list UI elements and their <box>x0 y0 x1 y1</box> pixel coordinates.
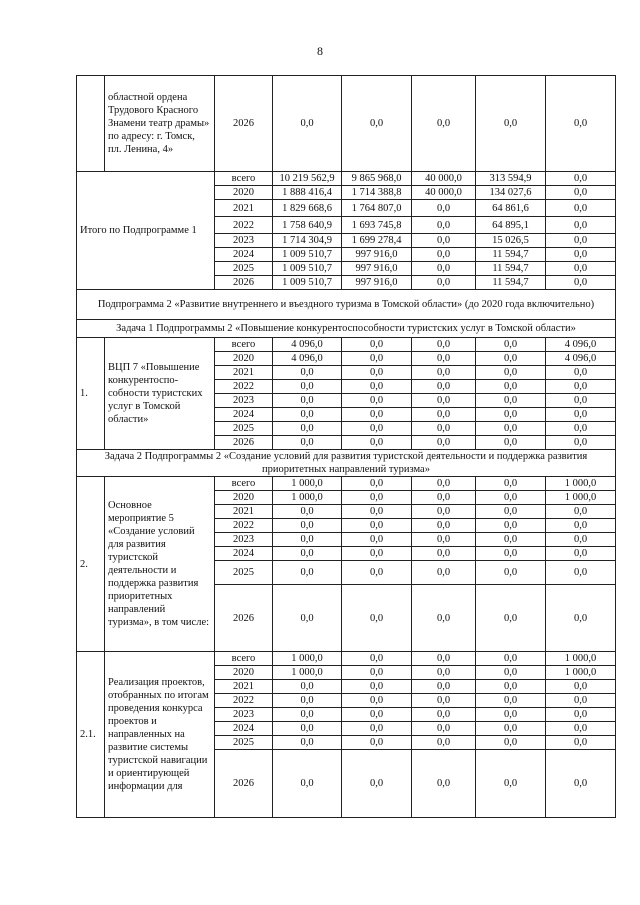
value-cell: 0,0 <box>476 547 546 561</box>
value-cell: 0,0 <box>546 680 616 694</box>
year-cell: 2024 <box>215 722 273 736</box>
value-cell: 0,0 <box>273 708 342 722</box>
value-cell: 0,0 <box>273 366 342 380</box>
value-cell: 0,0 <box>546 76 616 172</box>
value-cell: 0,0 <box>546 736 616 750</box>
value-cell: 0,0 <box>476 750 546 818</box>
task2-header-row <box>77 450 616 477</box>
year-cell: 2024 <box>215 547 273 561</box>
vcp7-label: ВЦП 7 «Повышение конкурентоспо-собности туристских услуг в Томской области» <box>105 338 215 450</box>
value-cell: 1 829 668,6 <box>273 200 342 217</box>
value-cell: 9 865 968,0 <box>342 172 412 186</box>
year-cell: 2020 <box>215 666 273 680</box>
value-cell: 0,0 <box>412 338 476 352</box>
value-cell: 11 594,7 <box>476 248 546 262</box>
value-cell: 0,0 <box>546 519 616 533</box>
value-cell: 0,0 <box>342 352 412 366</box>
value-cell: 0,0 <box>546 694 616 708</box>
value-cell: 0,0 <box>342 505 412 519</box>
table-row <box>77 477 616 491</box>
value-cell: 0,0 <box>273 408 342 422</box>
itogo-label: Итого по Подпрограмме 1 <box>77 172 215 290</box>
value-cell: 1 009 510,7 <box>273 248 342 262</box>
year-cell: 2021 <box>215 680 273 694</box>
value-cell: 997 916,0 <box>342 248 412 262</box>
index-cell <box>77 76 105 172</box>
value-cell: 0,0 <box>412 248 476 262</box>
value-cell: 4 096,0 <box>546 352 616 366</box>
value-cell: 0,0 <box>273 547 342 561</box>
table-row <box>77 338 616 352</box>
row-index: 2. <box>77 477 105 652</box>
value-cell: 0,0 <box>412 750 476 818</box>
task2-header: Задача 2 Подпрограммы 2 «Создание условий для развития туристской деятельности и поддержка развития приоритетных направлений туризма» <box>77 450 616 477</box>
value-cell: 0,0 <box>412 422 476 436</box>
value-cell: 1 693 745,8 <box>342 217 412 234</box>
value-cell: 0,0 <box>273 505 342 519</box>
year-cell: 2022 <box>215 694 273 708</box>
value-cell: 0,0 <box>412 76 476 172</box>
value-cell: 11 594,7 <box>476 276 546 290</box>
value-cell: 1 764 807,0 <box>342 200 412 217</box>
value-cell: 0,0 <box>476 352 546 366</box>
value-cell: 1 000,0 <box>546 477 616 491</box>
value-cell: 0,0 <box>412 708 476 722</box>
value-cell: 1 000,0 <box>273 652 342 666</box>
value-cell: 997 916,0 <box>342 262 412 276</box>
value-cell: 0,0 <box>342 477 412 491</box>
value-cell: 0,0 <box>546 505 616 519</box>
value-cell: 0,0 <box>476 394 546 408</box>
value-cell: 0,0 <box>546 186 616 200</box>
year-cell: 2022 <box>215 519 273 533</box>
year-cell: 2026 <box>215 76 273 172</box>
value-cell: 0,0 <box>273 561 342 585</box>
value-cell: 0,0 <box>476 561 546 585</box>
year-cell: 2021 <box>215 366 273 380</box>
value-cell: 0,0 <box>476 585 546 652</box>
value-cell: 0,0 <box>342 666 412 680</box>
value-cell: 1 000,0 <box>273 477 342 491</box>
value-cell: 0,0 <box>342 436 412 450</box>
year-cell: 2025 <box>215 736 273 750</box>
value-cell: 0,0 <box>273 722 342 736</box>
value-cell: 0,0 <box>412 505 476 519</box>
year-cell: всего <box>215 338 273 352</box>
value-cell: 0,0 <box>546 200 616 217</box>
value-cell: 1 699 278,4 <box>342 234 412 248</box>
year-cell: 2025 <box>215 561 273 585</box>
value-cell: 134 027,6 <box>476 186 546 200</box>
value-cell: 1 000,0 <box>546 491 616 505</box>
year-cell: 2026 <box>215 585 273 652</box>
year-cell: 2024 <box>215 248 273 262</box>
value-cell: 0,0 <box>342 736 412 750</box>
value-cell: 313 594,9 <box>476 172 546 186</box>
value-cell: 0,0 <box>412 666 476 680</box>
value-cell: 1 000,0 <box>546 652 616 666</box>
year-cell: 2021 <box>215 200 273 217</box>
value-cell: 0,0 <box>412 394 476 408</box>
value-cell: 0,0 <box>476 736 546 750</box>
value-cell: 0,0 <box>342 680 412 694</box>
value-cell: 0,0 <box>546 248 616 262</box>
value-cell: 0,0 <box>546 422 616 436</box>
year-cell: 2023 <box>215 234 273 248</box>
value-cell: 0,0 <box>476 422 546 436</box>
value-cell: 0,0 <box>342 750 412 818</box>
value-cell: 1 009 510,7 <box>273 262 342 276</box>
value-cell: 0,0 <box>412 547 476 561</box>
year-cell: всего <box>215 172 273 186</box>
value-cell: 0,0 <box>273 422 342 436</box>
value-cell: 0,0 <box>273 436 342 450</box>
value-cell: 0,0 <box>412 680 476 694</box>
row-index: 2.1. <box>77 652 105 818</box>
value-cell: 4 096,0 <box>273 338 342 352</box>
value-cell: 0,0 <box>546 750 616 818</box>
value-cell: 0,0 <box>546 708 616 722</box>
year-cell: всего <box>215 477 273 491</box>
om5-label: Основное мероприятие 5 «Создание условий для развития туристской деятельности и поддержка развития приоритетных направлений туризма», в том числе: <box>105 477 215 652</box>
value-cell: 1 009 510,7 <box>273 276 342 290</box>
task1-header: Задача 1 Подпрограммы 2 «Повышение конкурентоспособности туристских услуг в Томской области» <box>77 320 616 338</box>
value-cell: 0,0 <box>273 750 342 818</box>
value-cell: 0,0 <box>546 366 616 380</box>
year-cell: 2026 <box>215 276 273 290</box>
value-cell: 0,0 <box>273 694 342 708</box>
top-block-label: областной ордена Трудового Красного Знамени театр драмы» по адресу: г. Томск, пл. Ленина, 4» <box>105 76 215 172</box>
value-cell: 4 096,0 <box>273 352 342 366</box>
value-cell: 0,0 <box>546 394 616 408</box>
value-cell: 0,0 <box>476 722 546 736</box>
value-cell: 0,0 <box>412 262 476 276</box>
value-cell: 0,0 <box>476 652 546 666</box>
value-cell: 0,0 <box>546 436 616 450</box>
value-cell: 0,0 <box>476 436 546 450</box>
value-cell: 0,0 <box>412 533 476 547</box>
value-cell: 1 714 304,9 <box>273 234 342 248</box>
value-cell: 0,0 <box>342 519 412 533</box>
value-cell: 0,0 <box>342 561 412 585</box>
value-cell: 0,0 <box>273 680 342 694</box>
year-cell: 2023 <box>215 708 273 722</box>
value-cell: 0,0 <box>546 533 616 547</box>
subprogram2-header: Подпрограмма 2 «Развитие внутреннего и въездного туризма в Томской области» (до 2020 года включительно) <box>77 290 616 320</box>
value-cell: 0,0 <box>476 533 546 547</box>
row-index: 1. <box>77 338 105 450</box>
value-cell: 0,0 <box>412 366 476 380</box>
table-row <box>77 652 616 666</box>
value-cell: 0,0 <box>412 561 476 585</box>
value-cell: 0,0 <box>342 585 412 652</box>
value-cell: 1 714 388,8 <box>342 186 412 200</box>
year-cell: 2025 <box>215 422 273 436</box>
value-cell: 1 888 416,4 <box>273 186 342 200</box>
value-cell: 10 219 562,9 <box>273 172 342 186</box>
year-cell: 2021 <box>215 505 273 519</box>
value-cell: 0,0 <box>546 722 616 736</box>
year-cell: 2020 <box>215 186 273 200</box>
subprogram2-header-row <box>77 290 616 320</box>
value-cell: 4 096,0 <box>546 338 616 352</box>
value-cell: 0,0 <box>342 547 412 561</box>
value-cell: 0,0 <box>546 172 616 186</box>
value-cell: 1 000,0 <box>273 491 342 505</box>
value-cell: 0,0 <box>476 338 546 352</box>
value-cell: 0,0 <box>342 533 412 547</box>
value-cell: 0,0 <box>412 200 476 217</box>
year-cell: 2022 <box>215 380 273 394</box>
value-cell: 40 000,0 <box>412 186 476 200</box>
value-cell: 0,0 <box>342 76 412 172</box>
value-cell: 0,0 <box>412 652 476 666</box>
year-cell: 2020 <box>215 491 273 505</box>
value-cell: 1 758 640,9 <box>273 217 342 234</box>
table-row <box>77 172 616 186</box>
year-cell: 2022 <box>215 217 273 234</box>
value-cell: 0,0 <box>546 585 616 652</box>
value-cell: 0,0 <box>476 408 546 422</box>
value-cell: 0,0 <box>476 380 546 394</box>
value-cell: 0,0 <box>273 519 342 533</box>
value-cell: 0,0 <box>273 585 342 652</box>
page-number: 8 <box>317 44 323 58</box>
value-cell: 0,0 <box>412 491 476 505</box>
value-cell: 0,0 <box>476 505 546 519</box>
task1-header-row <box>77 320 616 338</box>
value-cell: 0,0 <box>476 76 546 172</box>
value-cell: 0,0 <box>476 477 546 491</box>
value-cell: 0,0 <box>273 76 342 172</box>
value-cell: 0,0 <box>546 408 616 422</box>
value-cell: 0,0 <box>412 694 476 708</box>
value-cell: 0,0 <box>412 217 476 234</box>
value-cell: 40 000,0 <box>412 172 476 186</box>
year-cell: 2023 <box>215 394 273 408</box>
year-cell: 2025 <box>215 262 273 276</box>
year-cell: 2026 <box>215 436 273 450</box>
value-cell: 0,0 <box>273 736 342 750</box>
value-cell: 0,0 <box>342 722 412 736</box>
value-cell: 0,0 <box>476 666 546 680</box>
value-cell: 64 895,1 <box>476 217 546 234</box>
value-cell: 0,0 <box>412 276 476 290</box>
value-cell: 0,0 <box>476 680 546 694</box>
value-cell: 0,0 <box>476 708 546 722</box>
value-cell: 0,0 <box>342 652 412 666</box>
value-cell: 1 000,0 <box>546 666 616 680</box>
value-cell: 0,0 <box>273 533 342 547</box>
top-block-row <box>77 76 616 172</box>
value-cell: 0,0 <box>412 234 476 248</box>
value-cell: 0,0 <box>476 519 546 533</box>
value-cell: 0,0 <box>412 352 476 366</box>
value-cell: 0,0 <box>546 380 616 394</box>
value-cell: 0,0 <box>273 380 342 394</box>
value-cell: 0,0 <box>342 394 412 408</box>
value-cell: 64 861,6 <box>476 200 546 217</box>
year-cell: всего <box>215 652 273 666</box>
value-cell: 0,0 <box>342 380 412 394</box>
value-cell: 0,0 <box>546 276 616 290</box>
value-cell: 0,0 <box>342 708 412 722</box>
year-cell: 2023 <box>215 533 273 547</box>
value-cell: 0,0 <box>342 408 412 422</box>
value-cell: 0,0 <box>412 380 476 394</box>
value-cell: 0,0 <box>342 694 412 708</box>
value-cell: 1 000,0 <box>273 666 342 680</box>
value-cell: 0,0 <box>273 394 342 408</box>
item21-label: Реализация проектов, отобранных по итогам проведения конкурса проектов и направленных на развитие системы туристской навигации и ориентирующей информации для <box>105 652 215 818</box>
value-cell: 0,0 <box>412 722 476 736</box>
value-cell: 0,0 <box>476 491 546 505</box>
value-cell: 0,0 <box>412 408 476 422</box>
value-cell: 0,0 <box>412 585 476 652</box>
value-cell: 997 916,0 <box>342 276 412 290</box>
value-cell: 0,0 <box>342 366 412 380</box>
value-cell: 0,0 <box>342 338 412 352</box>
value-cell: 0,0 <box>546 561 616 585</box>
year-cell: 2020 <box>215 352 273 366</box>
value-cell: 0,0 <box>412 736 476 750</box>
year-cell: 2026 <box>215 750 273 818</box>
value-cell: 11 594,7 <box>476 262 546 276</box>
value-cell: 0,0 <box>546 262 616 276</box>
value-cell: 0,0 <box>342 491 412 505</box>
value-cell: 0,0 <box>546 217 616 234</box>
value-cell: 0,0 <box>412 436 476 450</box>
value-cell: 0,0 <box>476 366 546 380</box>
value-cell: 15 026,5 <box>476 234 546 248</box>
value-cell: 0,0 <box>546 547 616 561</box>
value-cell: 0,0 <box>412 519 476 533</box>
value-cell: 0,0 <box>476 694 546 708</box>
budget-table <box>76 75 616 818</box>
year-cell: 2024 <box>215 408 273 422</box>
value-cell: 0,0 <box>412 477 476 491</box>
value-cell: 0,0 <box>546 234 616 248</box>
value-cell: 0,0 <box>342 422 412 436</box>
